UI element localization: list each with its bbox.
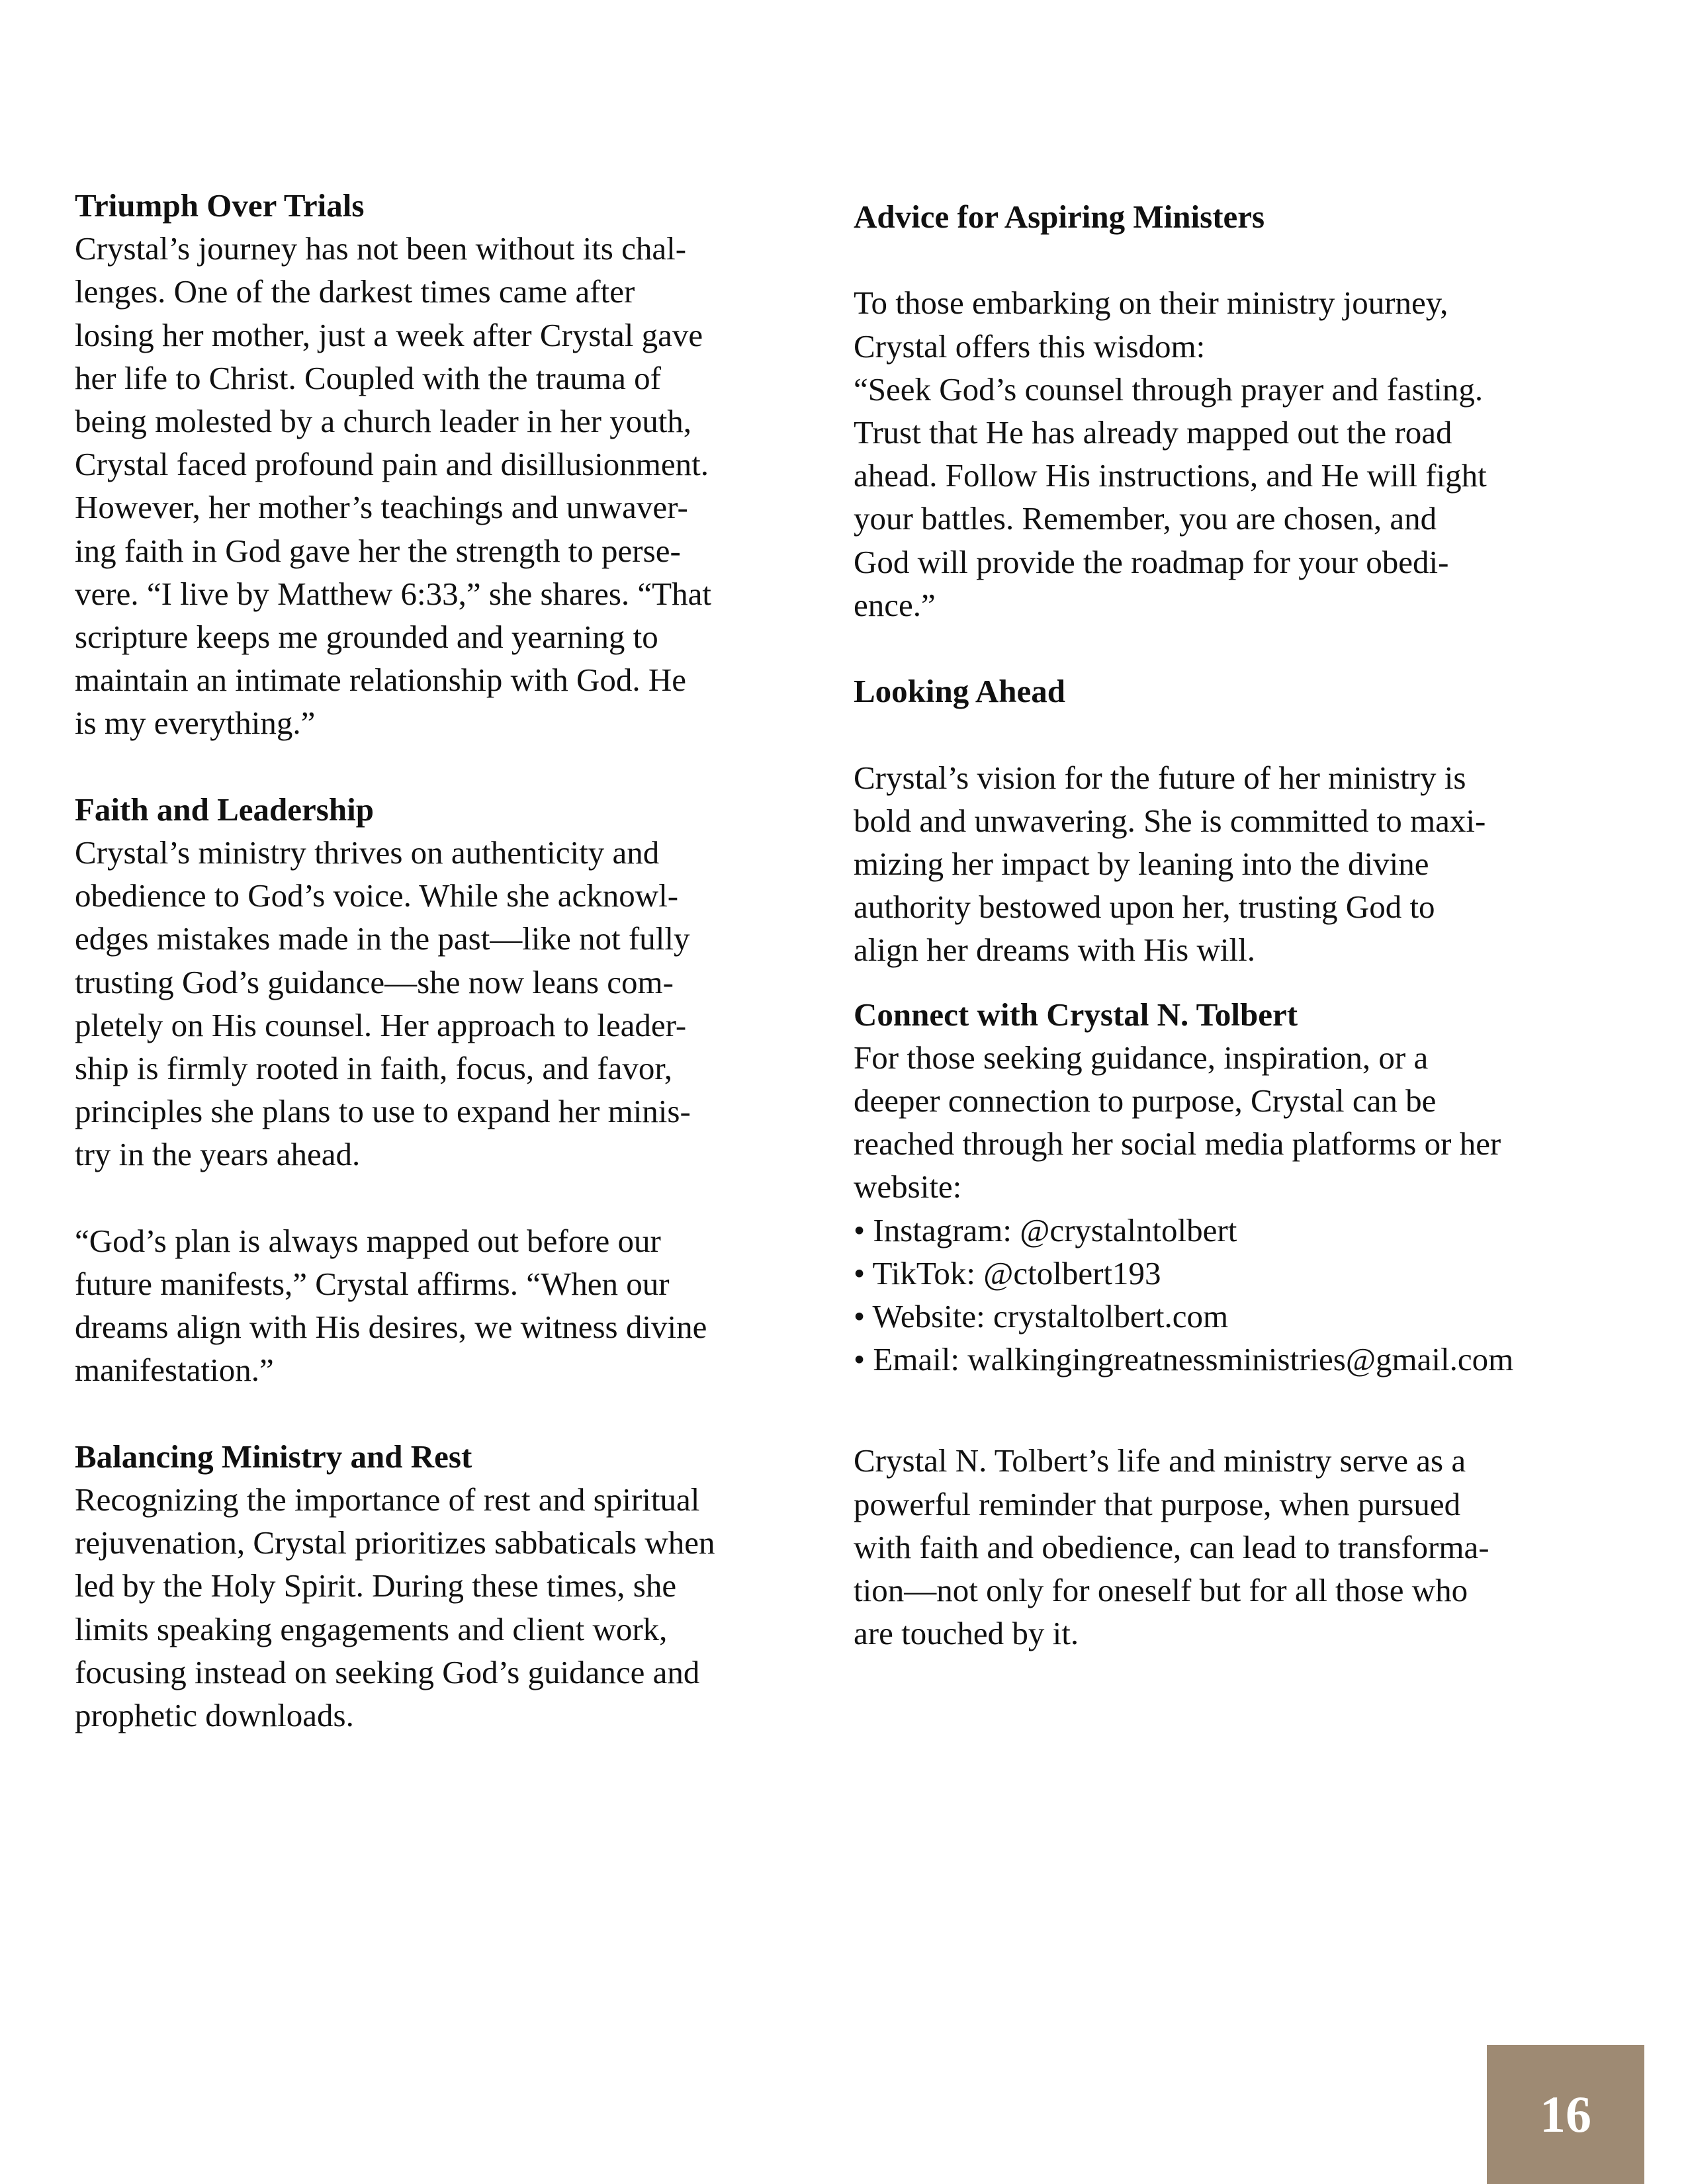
section-paragraph — [854, 1036, 1621, 1209]
text-line: losing her mother, just a week after Crystal gave — [75, 316, 703, 353]
text-line: principles she plans to use to expand her minis- — [75, 1093, 691, 1130]
section-paragraph — [75, 227, 803, 744]
text-line: scripture keeps me grounded and yearning to — [75, 619, 658, 656]
spacer — [854, 1381, 1621, 1439]
section-connect — [854, 993, 1621, 1381]
text-line: are touched by it. — [854, 1615, 1079, 1652]
contact-tiktok[interactable]: • TikTok: @ctolbert193 — [854, 1254, 1161, 1291]
text-line: powerful reminder that purpose, when pursued — [854, 1485, 1461, 1522]
text-line: bold and unwavering. She is committed to maxi- — [854, 802, 1486, 839]
text-line: with faith and obedience, can lead to transforma- — [854, 1528, 1489, 1565]
spacer — [75, 745, 803, 788]
text-line: dreams align with His desires, we witness divine — [75, 1309, 707, 1346]
section-faith-and-leadership — [75, 788, 803, 1392]
text-line: obedience to God’s voice. While she acknowl- — [75, 877, 679, 914]
text-line: However, her mother’s teachings and unwaver- — [75, 489, 688, 526]
contact-email[interactable]: • Email: walkingingreatnessministries@gmail.com — [854, 1341, 1514, 1378]
section-paragraph — [75, 831, 803, 1176]
text-line: God will provide the roadmap for your obedi- — [854, 543, 1449, 580]
text-line: trusting God’s guidance—she now leans com- — [75, 963, 674, 1000]
text-line: try in the years ahead. — [75, 1136, 361, 1173]
text-line: maintain an intimate relationship with God. He — [75, 662, 686, 699]
text-line: Crystal’s journey has not been without its chal- — [75, 230, 687, 267]
text-line: prophetic downloads. — [75, 1697, 354, 1734]
text-line: Crystal’s ministry thrives on authenticity and — [75, 834, 660, 871]
text-line: lenges. One of the darkest times came after — [75, 273, 635, 310]
text-line: Crystal’s vision for the future of her ministry is — [854, 759, 1466, 796]
text-line: ahead. Follow His instructions, and He will fight — [854, 457, 1487, 494]
text-line: future manifests,” Crystal affirms. “When our — [75, 1266, 670, 1303]
text-line: Crystal offers this wisdom: — [854, 328, 1206, 365]
section-paragraph — [854, 281, 1621, 627]
contact-list — [854, 1209, 1621, 1381]
section-heading: Connect with Crystal N. Tolbert — [854, 996, 1298, 1033]
text-line: limits speaking engagements and client work, — [75, 1610, 668, 1647]
spacer — [854, 627, 1621, 670]
text-line: ing faith in God gave her the strength to perse- — [75, 532, 681, 569]
section-heading: Faith and Leadership — [75, 791, 374, 828]
text-line: manifestation.” — [75, 1352, 274, 1389]
spacer — [75, 1392, 803, 1435]
text-line: “God’s plan is always mapped out before our — [75, 1222, 661, 1259]
text-line: Crystal faced profound pain and disillusionment. — [75, 446, 709, 483]
spacer — [854, 238, 1621, 281]
closing-paragraph — [854, 1439, 1621, 1655]
section-heading: Balancing Ministry and Rest — [75, 1438, 472, 1475]
spacer — [75, 1176, 803, 1219]
section-paragraph — [854, 756, 1621, 972]
text-line: mizing her impact by leaning into the divine — [854, 846, 1429, 882]
section-paragraph — [75, 1478, 803, 1737]
text-line: focusing instead on seeking God’s guidance and — [75, 1653, 700, 1690]
text-line: “Seek God’s counsel through prayer and fasting. — [854, 371, 1484, 408]
text-line: To those embarking on their ministry journey, — [854, 284, 1448, 322]
text-line: For those seeking guidance, inspiration, or a — [854, 1039, 1429, 1076]
section-heading: Looking Ahead — [854, 673, 1065, 710]
quote-paragraph — [75, 1219, 803, 1392]
text-line: led by the Holy Spirit. During these times, she — [75, 1567, 677, 1604]
text-line: authority bestowed upon her, trusting God to — [854, 889, 1435, 926]
contact-instagram[interactable]: • Instagram: @crystalntolbert — [854, 1211, 1237, 1248]
spacer — [854, 713, 1621, 756]
text-line: rejuvenation, Crystal prioritizes sabbaticals when — [75, 1524, 715, 1561]
text-line: her life to Christ. Coupled with the trauma of — [75, 359, 661, 396]
text-line: ship is firmly rooted in faith, focus, and favor, — [75, 1050, 672, 1087]
text-line: ence.” — [854, 586, 936, 623]
section-heading: Advice for Aspiring Ministers — [854, 198, 1265, 235]
text-line: pletely on His counsel. Her approach to leader- — [75, 1006, 687, 1043]
text-line: Recognizing the importance of rest and spiritual — [75, 1481, 700, 1518]
section-heading: Triumph Over Trials — [75, 187, 365, 224]
section-advice-for-aspiring-ministers — [854, 195, 1621, 627]
text-line: reached through her social media platforms or her — [854, 1125, 1501, 1162]
text-line: website: — [854, 1168, 962, 1205]
page-number-badge — [1487, 2045, 1644, 2184]
page-number: 16 — [1540, 2085, 1591, 2143]
text-line: edges mistakes made in the past—like not fully — [75, 920, 690, 957]
section-triumph-over-trials — [75, 184, 803, 745]
left-column — [75, 184, 803, 1737]
text-line: your battles. Remember, you are chosen, and — [854, 500, 1437, 537]
text-line: deeper connection to purpose, Crystal can be — [854, 1082, 1437, 1119]
text-line: being molested by a church leader in her youth, — [75, 403, 692, 440]
section-balancing-ministry-and-rest — [75, 1435, 803, 1737]
text-line: Trust that He has already mapped out the road — [854, 414, 1452, 451]
text-line: vere. “I live by Matthew 6:33,” she shares. “That — [75, 575, 711, 612]
section-looking-ahead — [854, 670, 1621, 971]
right-column — [854, 195, 1621, 1655]
contact-website[interactable]: • Website: crystaltolbert.com — [854, 1298, 1229, 1335]
text-line: Crystal N. Tolbert’s life and ministry serve as a — [854, 1442, 1466, 1479]
text-line: align her dreams with His will. — [854, 932, 1255, 969]
text-line: tion—not only for oneself but for all those who — [854, 1572, 1468, 1609]
spacer — [854, 972, 1621, 993]
text-line: is my everything.” — [75, 705, 316, 742]
